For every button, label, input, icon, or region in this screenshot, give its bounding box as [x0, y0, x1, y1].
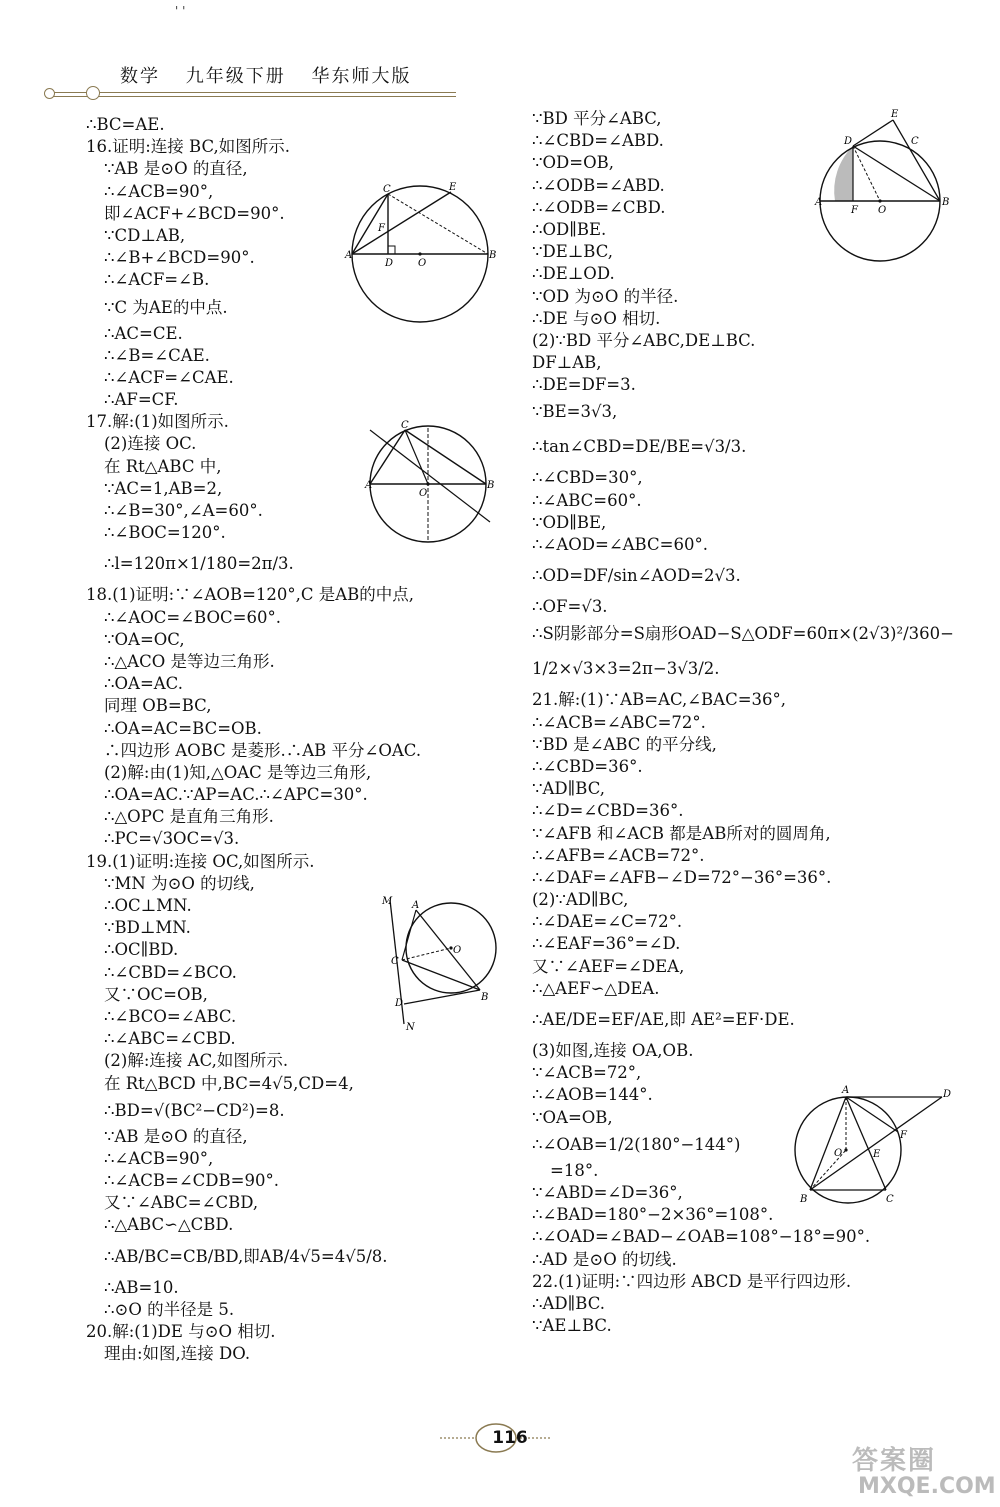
left-column-line: (2)连接 OC.	[104, 434, 197, 454]
left-column-line: ∵CD⊥AB,	[104, 225, 186, 245]
left-column-line: 16.证明:连接 BC,如图所示.	[86, 137, 291, 157]
right-column-line: ∵BD 平分∠ABC,	[532, 109, 662, 128]
right-column-line: ∵OD 为⊙O 的半径.	[532, 286, 679, 306]
left-column-line: ∴AB=10.	[104, 1277, 179, 1297]
right-column-line: (2)∵AD∥BC,	[532, 890, 629, 910]
right-column-line: 21.解:(1)∵AB=AC,∠BAC=36°,	[532, 690, 787, 710]
left-column-line: 在 Rt△BCD 中,BC=4√5,CD=4,	[104, 1073, 354, 1093]
right-column-line: ∴∠EAF=36°=∠D.	[532, 934, 681, 954]
right-column-line: ∴∠OAB=1/2(180°−144°)	[532, 1134, 741, 1154]
right-column-line: ∵OA=OB,	[532, 1107, 613, 1127]
right-column-line: ∵∠ABD=∠D=36°,	[532, 1182, 683, 1202]
left-column-line: ∴OA=AC.∵AP=AC.∴∠APC=30°.	[104, 785, 368, 805]
right-column-line: ∵∠ACB=72°,	[532, 1063, 642, 1083]
left-column-line: ∴OC∥BD.	[104, 940, 179, 960]
left-column-line: ∴∠B=30°,∠A=60°.	[104, 501, 263, 520]
svg-text:F: F	[900, 1130, 907, 1141]
figure-21-circle	[790, 1082, 955, 1212]
left-column-line: ∴AF=CF.	[104, 390, 179, 410]
right-column-line: ∴S阴影部分=S扇形OAD−S△ODF=60π×(2√3)²/360−	[532, 624, 954, 644]
right-column-line: ∴DE 与⊙O 相切.	[532, 308, 661, 328]
left-column-line: ∴四边形 AOBC 是菱形.∴AB 平分∠OAC.	[104, 740, 422, 760]
left-column-line: ∴∠BCO=∠ABC.	[104, 1006, 237, 1026]
svg-text:M: M	[382, 896, 393, 907]
left-column-line: (2)解:连接 AC,如图所示.	[104, 1051, 289, 1071]
svg-text:E: E	[449, 182, 457, 193]
left-column-line: 同理 OB=BC,	[104, 696, 212, 716]
left-column-line: ∴△OPC 是直角三角形.	[104, 807, 274, 827]
left-column-line: 又∵∠ABC=∠CBD,	[104, 1193, 259, 1213]
right-column-line: ∵BD 是∠ABC 的平分线,	[532, 734, 717, 754]
right-column-line: ∴OF=√3.	[532, 597, 608, 617]
left-column-line: ∴AC=CE.	[104, 323, 183, 343]
header-ornament-dot	[44, 88, 55, 99]
svg-text:O: O	[419, 488, 428, 499]
svg-text:D: D	[943, 1089, 952, 1100]
left-column-line: ∵BD⊥MN.	[104, 918, 191, 938]
svg-text:E: E	[891, 109, 899, 120]
right-column-line: ∴DE⊥OD.	[532, 264, 615, 284]
right-column-line: ∵AD∥BC,	[532, 779, 605, 799]
right-column-line: ∴∠BAD=180°−2×36°=108°.	[532, 1205, 774, 1225]
svg-text:D: D	[844, 136, 853, 147]
svg-text:F: F	[851, 205, 858, 216]
svg-text:O: O	[834, 1148, 843, 1159]
svg-text:D: D	[395, 998, 404, 1009]
right-column-line: ∴OD=DF/sin∠AOD=2√3.	[532, 566, 741, 586]
svg-text:F: F	[378, 223, 385, 234]
left-column-line: ∴OA=AC=BC=OB.	[104, 718, 262, 738]
left-column-line: ∴∠CBD=∠BCO.	[104, 962, 237, 982]
right-column-line: ∴∠ODB=∠ABD.	[532, 175, 665, 195]
right-column-line: ∴AD 是⊙O 的切线.	[532, 1249, 677, 1269]
left-column-line: (2)解:由(1)知,△OAC 是等边三角形,	[104, 762, 372, 782]
page-number: 116	[492, 1428, 528, 1448]
right-column-line: ∴∠ODB=∠CBD.	[532, 197, 666, 217]
right-column-line: ∴AD∥BC.	[532, 1293, 605, 1313]
left-column-line: ∴BD=√(BC²−CD²)=8.	[104, 1100, 285, 1120]
right-column-line: ∴AE/DE=EF/AE,即 AE²=EF·DE.	[532, 1010, 795, 1029]
right-column-line: 又∵∠AEF=∠DEA,	[532, 956, 685, 976]
svg-text:N: N	[406, 1022, 415, 1033]
left-column-line: ∴∠B=∠CAE.	[104, 345, 210, 365]
svg-text:D: D	[385, 258, 394, 269]
right-column-line: DF⊥AB,	[532, 353, 602, 373]
right-column-line: ∴∠DAE=∠C=72°.	[532, 912, 683, 932]
right-column-line: 1/2×√3×3=2π−3√3/2.	[532, 659, 720, 679]
left-column-line: ∵C 为AE的中点.	[104, 297, 228, 317]
svg-text:B: B	[942, 197, 950, 208]
left-column-line: ∴PC=√3OC=√3.	[104, 829, 240, 849]
watermark-url: MXQE.COM	[858, 1474, 996, 1499]
figure-20-circle	[815, 106, 955, 271]
svg-text:A: A	[365, 480, 373, 491]
header-edition: 华东师大版	[311, 66, 412, 87]
left-column-line: ∴OA=AC.	[104, 674, 183, 694]
left-column-line: ∴∠ACB=∠CDB=90°.	[104, 1171, 279, 1191]
right-column-line: 22.(1)证明:∵四边形 ABCD 是平行四边形.	[532, 1271, 852, 1291]
right-column-line: ∵AE⊥BC.	[532, 1316, 612, 1336]
svg-text:C: C	[401, 420, 409, 431]
right-column-line: (2)∵BD 平分∠ABC,DE⊥BC.	[532, 330, 756, 350]
svg-text:B: B	[481, 992, 489, 1003]
svg-text:A: A	[842, 1085, 850, 1096]
left-column-line: 17.解:(1)如图所示.	[86, 412, 229, 432]
svg-text:A: A	[815, 197, 823, 208]
right-column-line: ∴△AEF∽△DEA.	[532, 978, 660, 998]
left-column-line: ∴△ACO 是等边三角形.	[104, 651, 275, 671]
right-column-line: ∴∠OAD=∠BAD−∠OAB=108°−18°=90°.	[532, 1227, 871, 1247]
svg-text:B: B	[800, 1194, 808, 1205]
left-column-line: ∵OA=OC,	[104, 629, 185, 649]
svg-text:C: C	[383, 184, 391, 195]
right-column-line: ∵OD∥BE,	[532, 512, 607, 532]
left-column-line: ∴∠ACB=90°,	[104, 181, 214, 201]
right-column-line: ∴tan∠CBD=DE/BE=√3/3.	[532, 437, 747, 457]
left-column-line: ∴AB/BC=CB/BD,即AB/4√5=4√5/8.	[104, 1246, 388, 1266]
figure-16-circle	[345, 182, 495, 342]
left-column-line: 即∠ACF+∠BCD=90°.	[104, 203, 285, 223]
svg-text:C: C	[391, 956, 399, 967]
left-column-line: ∴∠AOC=∠BOC=60°.	[104, 607, 281, 627]
figure-17-circle	[365, 418, 500, 568]
header-rule-thin	[48, 96, 456, 97]
left-column-line: ∵AB 是⊙O 的直径,	[104, 1126, 248, 1146]
svg-text:B: B	[489, 250, 497, 261]
header-grade: 九年级下册	[185, 66, 286, 87]
right-column-line: ∴∠D=∠CBD=36°.	[532, 801, 684, 821]
right-column-line: ∵BE=3√3,	[532, 402, 618, 422]
svg-text:B: B	[487, 480, 495, 491]
running-header	[120, 62, 429, 88]
figure-19-circle	[378, 892, 503, 1032]
left-column-line: ∴△ABC∽△CBD.	[104, 1215, 234, 1235]
right-column-line: ∴∠ABC=60°.	[532, 490, 642, 510]
left-column-line: ∴⊙O 的半径是 5.	[104, 1299, 235, 1319]
left-column-line: 19.(1)证明:连接 OC,如图所示.	[86, 851, 315, 871]
right-column-line: ∴∠AOB=144°.	[532, 1085, 653, 1105]
left-column-line: ∴∠ACF=∠CAE.	[104, 367, 234, 387]
right-column-line: ∴∠CBD=36°.	[532, 756, 643, 776]
header-subject: 数学	[120, 66, 160, 87]
left-column-line: 18.(1)证明:∵∠AOB=120°,C 是AB的中点,	[86, 585, 415, 605]
left-column-line: ∵MN 为⊙O 的切线,	[104, 873, 255, 893]
right-column-line: ∴∠AFB=∠ACB=72°.	[532, 845, 705, 865]
left-column-line: ∴l=120π×1/180=2π/3.	[104, 554, 294, 574]
left-column-line: ∴∠BOC=120°.	[104, 523, 226, 543]
svg-text:E: E	[873, 1149, 881, 1160]
left-column-line: 在 Rt△ABC 中,	[104, 456, 222, 476]
header-rule	[48, 92, 456, 93]
svg-text:A: A	[412, 900, 420, 911]
right-column-line: ∵OD=OB,	[532, 153, 614, 173]
left-column-line: ∴∠ACF=∠B.	[104, 270, 210, 290]
left-column-line: ∴∠B+∠BCD=90°.	[104, 248, 255, 268]
right-column-line: ∵DE⊥BC,	[532, 242, 614, 262]
right-column-line: ∴∠ACB=∠ABC=72°.	[532, 712, 706, 732]
watermark-logo: 答案圈	[852, 1446, 937, 1476]
left-column-line: 20.解:(1)DE 与⊙O 相切.	[86, 1322, 276, 1341]
right-column-line: ∴DE=DF=3.	[532, 375, 636, 395]
svg-text:C: C	[911, 136, 919, 147]
left-column-line: ∴∠ACB=90°,	[104, 1148, 214, 1168]
left-column-line: 又∵OC=OB,	[104, 984, 208, 1004]
left-column-line: ∴∠ABC=∠CBD.	[104, 1029, 236, 1049]
svg-text:O: O	[418, 258, 427, 269]
right-column-line: ∴∠CBD=∠ABD.	[532, 131, 664, 151]
left-column-line: 理由:如图,连接 DO.	[104, 1344, 251, 1364]
right-column-line: ∴∠AOD=∠ABC=60°.	[532, 535, 708, 554]
svg-text:O: O	[878, 205, 887, 216]
svg-text:O: O	[453, 945, 462, 956]
left-column-line: ∴BC=AE.	[86, 115, 165, 134]
svg-text:C: C	[886, 1194, 894, 1205]
left-column-line: ∴OC⊥MN.	[104, 896, 192, 915]
right-column-line: ∵∠AFB 和∠ACB 都是AB所对的圆周角,	[532, 823, 831, 843]
right-column-line: =18°.	[550, 1160, 599, 1180]
right-column-line: ∴∠DAF=∠AFB−∠D=72°−36°=36°.	[532, 867, 832, 887]
right-column-line: ∴∠CBD=30°,	[532, 468, 643, 488]
svg-text:A: A	[345, 250, 353, 261]
left-column-line: ∵AC=1,AB=2,	[104, 478, 223, 498]
header-ornament-ring	[86, 86, 100, 100]
right-column-line: ∴OD∥BE.	[532, 219, 607, 239]
right-column-line: (3)如图,连接 OA,OB.	[532, 1041, 694, 1060]
left-column-line: ∵AB 是⊙O 的直径,	[104, 159, 248, 179]
top-scan-marks: ' '	[175, 4, 186, 18]
